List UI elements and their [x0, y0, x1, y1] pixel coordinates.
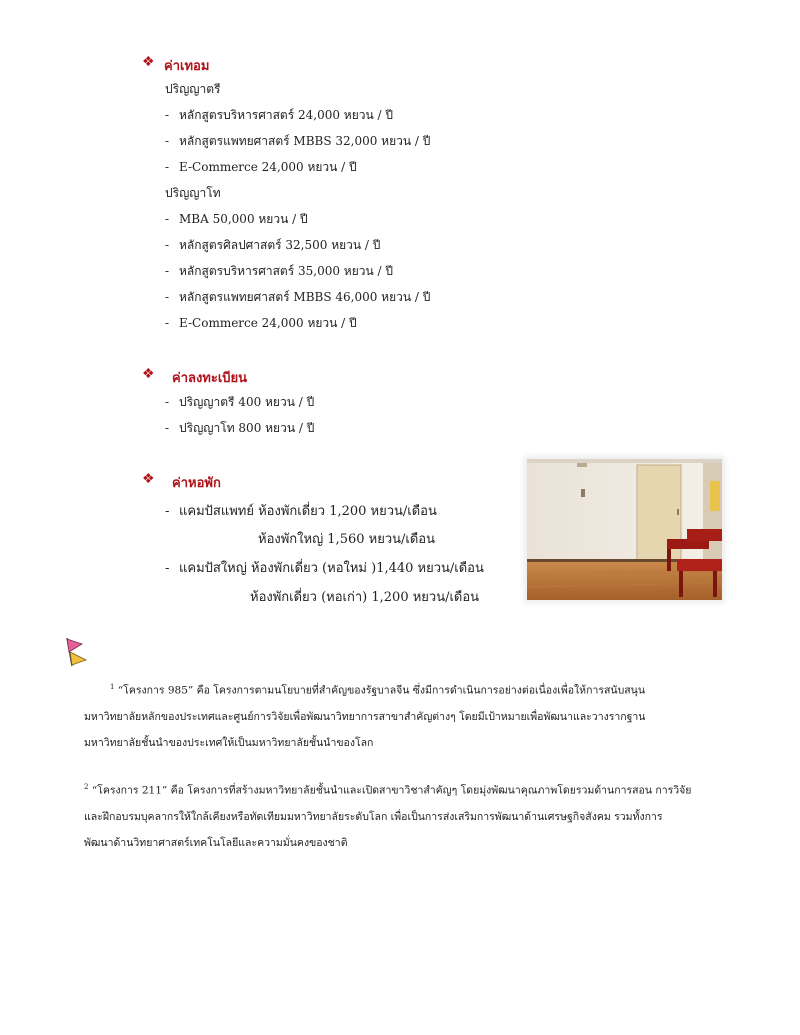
list-item: - หลักสูตรแพทยศาสตร์ MBBS 32,000 หยวน / ปี	[165, 134, 431, 148]
footnote-1: $^1$ “โครงการ 985” คือ โครงการตามนโยบายที่สำคัญของรัฐบาลจีน ซึ่งมีการดำเนินการอย่างต่อเนื่องเพื่อให้การสนับสนุน มหาวิทยาลัยหลักของประเทศและศูนย์การวิจัยเพื่อพัฒนาวิทยาการสาขาสำคัญต่างๆ โดยมีเป้าหมายเพื่อพัฒนาและวางรากฐาน มหาวิทยาลัยชั้นนำของประเทศให้เป็นมหาวิทยาลัยชั้นนำของโลก	[84, 683, 646, 749]
list-item: - หลักสูตรบริหารศาสตร์ 35,000 หยวน / ปี	[165, 264, 393, 278]
group-label-bachelor: ปริญญาตรี	[165, 82, 221, 96]
section-heading-dormitory: ค่าหอพัก	[172, 476, 221, 491]
bullet-icon: ❖	[142, 366, 155, 382]
bullet-icon: ❖	[142, 471, 155, 487]
list-item: - หลักสูตรศิลปศาสตร์ 32,500 หยวน / ปี	[165, 238, 381, 252]
flags-icon	[64, 636, 90, 672]
section-heading-tuition: ค่าเทอม	[164, 59, 210, 74]
list-item: - ปริญญาโท 800 หยวน / ปี	[165, 421, 315, 435]
footnote-number: 1	[110, 683, 115, 691]
list-item: - แคมปัสแพทย์ ห้องพักเดี่ยว 1,200 หยวน/เดือน	[165, 504, 437, 519]
list-item: - MBA 50,000 หยวน / ปี	[165, 212, 308, 226]
list-item: - E-Commerce 24,000 หยวน / ปี	[165, 160, 357, 174]
list-item: - แคมปัสใหญ่ ห้องพักเดี่ยว (หอใหม่ )1,440 หยวน/เดือน	[165, 561, 484, 576]
list-item: ห้องพักใหญ่ 1,560 หยวน/เดือน	[258, 532, 435, 547]
section-heading-registration: ค่าลงทะเบียน	[172, 371, 248, 386]
footnote-2: $^2$ “โครงการ 211” คือ โครงการที่สร้างมหาวิทยาลัยชั้นนำและเปิดสาขาวิชาสำคัญๆ โดยมุ่งพัฒนาคุณภาพโดยรวมด้านการสอน การวิจัย และฝึกอบรมบุคลากรให้ใกล้เคียงหรือทัดเทียมมหาวิทยาลัยระดับโลก เพื่อเป็นการส่งเสริมการพัฒนาด้านเศรษฐกิจสังคม รวมทั้งการ พัฒนาด้านวิทยาศาสตร์เทคโนโลยีและความมั่นคงของชาติ	[84, 783, 692, 849]
list-item: - ปริญญาตรี 400 หยวน / ปี	[165, 395, 315, 409]
list-item: - หลักสูตรบริหารศาสตร์ 24,000 หยวน / ปี	[165, 108, 393, 122]
list-item: - หลักสูตรแพทยศาสตร์ MBBS 46,000 หยวน / ปี	[165, 290, 431, 304]
list-item: ห้องพักเดี่ยว (หอเก่า) 1,200 หยวน/เดือน	[250, 590, 480, 605]
bullet-icon: ❖	[142, 54, 155, 70]
group-label-master: ปริญญาโท	[165, 186, 221, 200]
list-item: - E-Commerce 24,000 หยวน / ปี	[165, 316, 357, 330]
footnote-number: 2	[84, 783, 89, 791]
dorm-room-photo	[527, 459, 722, 600]
